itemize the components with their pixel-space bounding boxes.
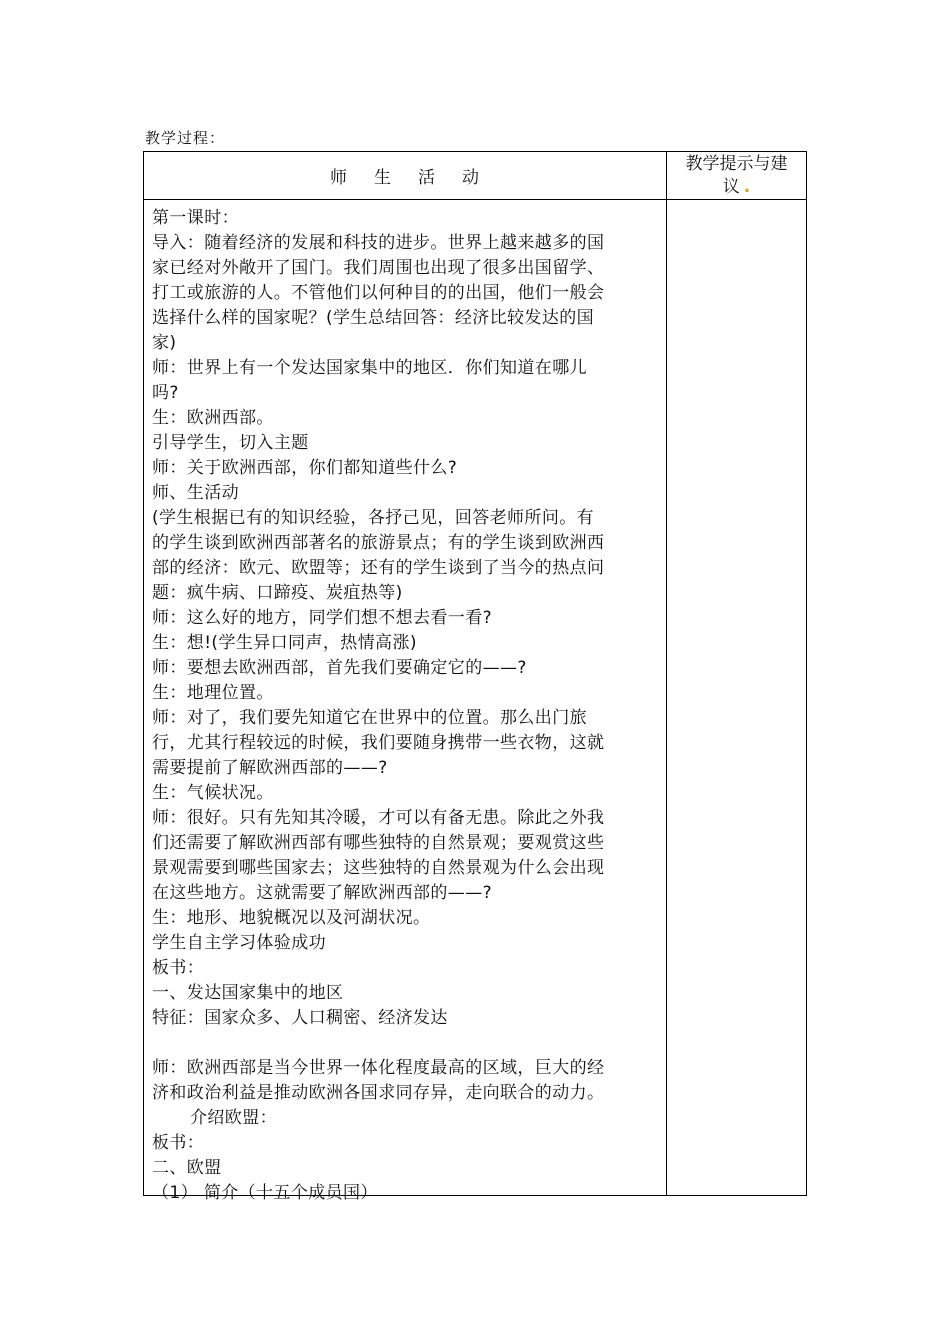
content-line: 在这些地方。这就需要了解欧洲西部的——? <box>152 883 493 903</box>
teaching-tips-column <box>667 200 806 1195</box>
content-line: 介绍欧盟： <box>190 1108 277 1128</box>
content-line: 板书： <box>152 958 205 978</box>
content-line: 一、发达国家集中的地区 <box>152 983 344 1003</box>
content-line: （1） 简介（十五个成员国） <box>152 1183 378 1203</box>
header-char: 生 <box>374 168 392 188</box>
content-line: (学生根据已有的知识经验，各抒己见，回答老师所问。有 <box>152 508 595 528</box>
content-line: 师、生活动 <box>152 483 239 503</box>
header-activities <box>144 152 667 200</box>
content-line: 生：气候状况。 <box>152 783 274 803</box>
content-line: 引导学生，切入主题 <box>152 433 309 453</box>
content-line: 师：欧洲西部是当今世界一体化程度最高的区域，巨大的经 <box>152 1058 605 1078</box>
content-line: 师：很好。只有先知其冷暖，才可以有备无患。除此之外我 <box>152 808 605 828</box>
header-tips-line1: 教学提示与建 <box>685 154 788 174</box>
content-line: 生：地理位置。 <box>152 683 274 703</box>
header-tips-line2: 议 . <box>722 177 751 197</box>
content-line: 师：这么好的地方，同学们想不想去看一看? <box>152 608 493 628</box>
blank-line <box>152 1031 658 1056</box>
content-line: 第一课时： <box>152 208 239 228</box>
content-line: 家) <box>152 333 177 353</box>
content-line: 选择什么样的国家呢？(学生总结回答：经济比较发达的国 <box>152 308 595 328</box>
content-line: 板书： <box>152 1133 205 1153</box>
content-line: 济和政治利益是推动欧洲各国求同存异，走向联合的动力。 <box>152 1083 605 1103</box>
activities-content <box>144 200 667 1203</box>
section-caption: 教学过程： <box>145 129 226 147</box>
lesson-table <box>143 151 807 1203</box>
content-line: 师：要想去欧洲西部，首先我们要确定它的——? <box>152 658 527 678</box>
content-line: 师：世界上有一个发达国家集中的地区．你们知道在哪儿 <box>152 358 587 378</box>
content-line: 吗? <box>152 383 179 403</box>
content-line: 生：想!(学生异口同声，热情高涨) <box>152 633 417 653</box>
content-line: 导入：随着经济的发展和科技的进步。世界上越来越多的国 <box>152 233 605 253</box>
header-char: 师 <box>330 168 348 188</box>
content-line: 的学生谈到欧洲西部著名的旅游景点；有的学生谈到欧洲西 <box>152 533 605 553</box>
content-line: 需要提前了解欧洲西部的——? <box>152 758 388 778</box>
header-teaching-tips <box>667 152 806 200</box>
content-line: 们还需要了解欧洲西部有哪些独特的自然景观；要观赏这些 <box>152 833 605 853</box>
content-line: 题：疯牛病、口蹄疫、炭疽热等) <box>152 583 403 603</box>
content-line: 生：地形、地貌概况以及河湖状况。 <box>152 908 431 928</box>
content-line: 生：欧洲西部。 <box>152 408 274 428</box>
content-line: 学生自主学习体验成功 <box>152 933 326 953</box>
header-char: 活 <box>418 168 436 188</box>
content-line: 部的经济：欧元、欧盟等；还有的学生谈到了当今的热点问 <box>152 558 605 578</box>
content-line: 二、欧盟 <box>152 1158 222 1178</box>
content-line: 特征：国家众多、人口稠密、经济发达 <box>152 1008 448 1028</box>
header-char: 动 <box>462 168 480 188</box>
content-line: 师：关于欧洲西部，你们都知道些什么? <box>152 458 458 478</box>
content-line: 家已经对外敞开了国门。我们周围也出现了很多出国留学、 <box>152 258 605 278</box>
content-line: 行，尤其行程较远的时候，我们要随身携带一些衣物，这就 <box>152 733 605 753</box>
content-line: 师：对了，我们要先知道它在世界中的位置。那么出门旅 <box>152 708 587 728</box>
content-line: 景观需要到哪些国家去；这些独特的自然景观为什么会出现 <box>152 858 605 878</box>
content-line: 打工或旅游的人。不管他们以何种目的的出国，他们一般会 <box>152 283 605 303</box>
